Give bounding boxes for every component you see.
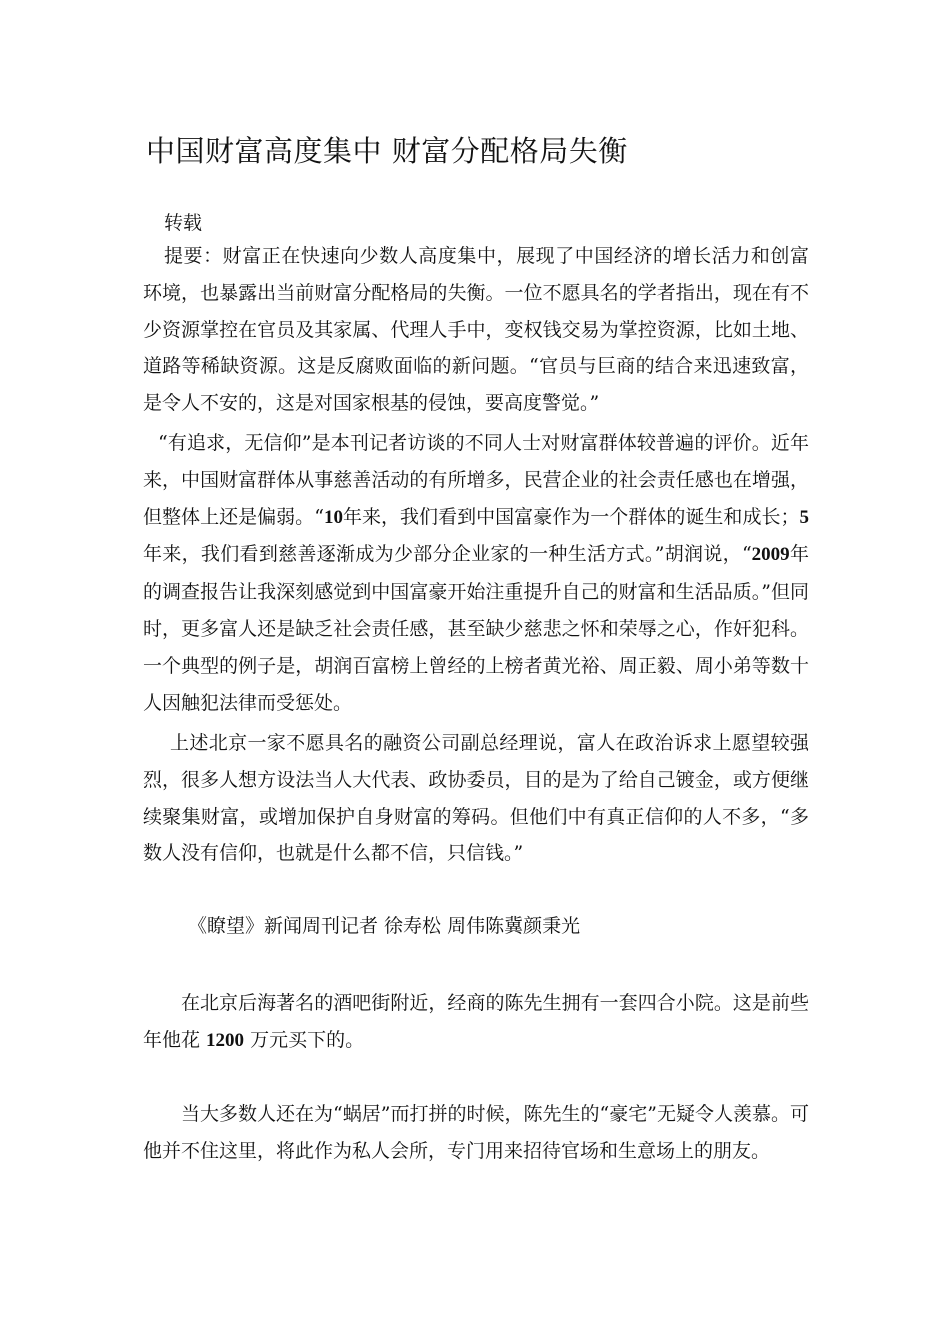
chen-paragraph-2: 当大多数人还在为“蜗居”而打拼的时候，陈先生的“豪宅”无疑令人羡慕。可他并不住这里，将此作为私人会所，专门用来招待官场和生意场上的朋友。 xyxy=(143,1103,809,1162)
quote-number-10: 10 xyxy=(323,506,343,528)
chen-text-1: 在北京后海著名的酒吧街附近，经商的陈先生拥有一套四合小院。这是前些年他花 xyxy=(143,992,809,1051)
reprint-label: 转载 xyxy=(164,212,203,234)
chen-paragraph-1 xyxy=(143,985,809,1060)
quote-text-4: 年的调查报告让我深刻感觉到中国富豪开始注重提升自己的财富和生活品质。”但同时，更多富人还是缺乏社会责任感，甚至缺少慈悲之怀和荣辱之心，作奸犯科。一个典型的例子是，胡润百富榜上曾经的上榜者黄光裕、周正毅、周小弟等数十人因触犯法律而受惩处。 xyxy=(143,543,809,714)
quote-text-1: “有追求，无信仰”是本刊记者访谈的不同人士对财富群体较普遍的评价。近年来，中国财富群体从事慈善活动的有所增多，民营企业的社会责任感也在增强，但整体上还是偏弱。“ xyxy=(143,432,809,528)
quote-number-5: 5 xyxy=(799,506,809,528)
quote-text-2: 年来，我们看到中国富豪作为一个群体的诞生和成长； xyxy=(342,505,800,528)
quote-text-3: 年来，我们看到慈善逐渐成为少部分企业家的一种生活方式。”胡润说，“ xyxy=(143,543,752,566)
chen-text-2: 万元买下的。 xyxy=(244,1028,365,1051)
article-title: 中国财富高度集中 财富分配格局失衡 xyxy=(146,134,628,169)
quote-paragraph xyxy=(143,425,809,721)
summary-paragraph: 提要：财富正在快速向少数人高度集中，展现了中国经济的增长活力和创富环境，也暴露出当前财富分配格局的失衡。一位不愿具名的学者指出，现在有不少资源掌控在官员及其家属、代理人手中，变权钱交易为掌控资源，比如土地、道路等稀缺资源。这是反腐败面临的新问题。“官员与巨商的结合来迅速致富，是令人不安的，这是对国家根基的侵蚀，要高度警觉。” xyxy=(143,245,809,415)
byline: 《瞭望》新闻周刊记者 徐寿松 周伟陈冀颜秉光 xyxy=(188,915,581,937)
chen-number-1200: 1200 xyxy=(206,1029,245,1051)
quote-number-2009: 2009 xyxy=(751,544,790,566)
official-paragraph: 上述北京一家不愿具名的融资公司副总经理说，富人在政治诉求上愿望较强烈，很多人想方设法当人大代表、政协委员，目的是为了给自己镀金，或方便继续聚集财富，或增加保护自身财富的筹码。但他们中有真正信仰的人不多，“多数人没有信仰，也就是什么都不信，只信钱。” xyxy=(143,732,809,865)
